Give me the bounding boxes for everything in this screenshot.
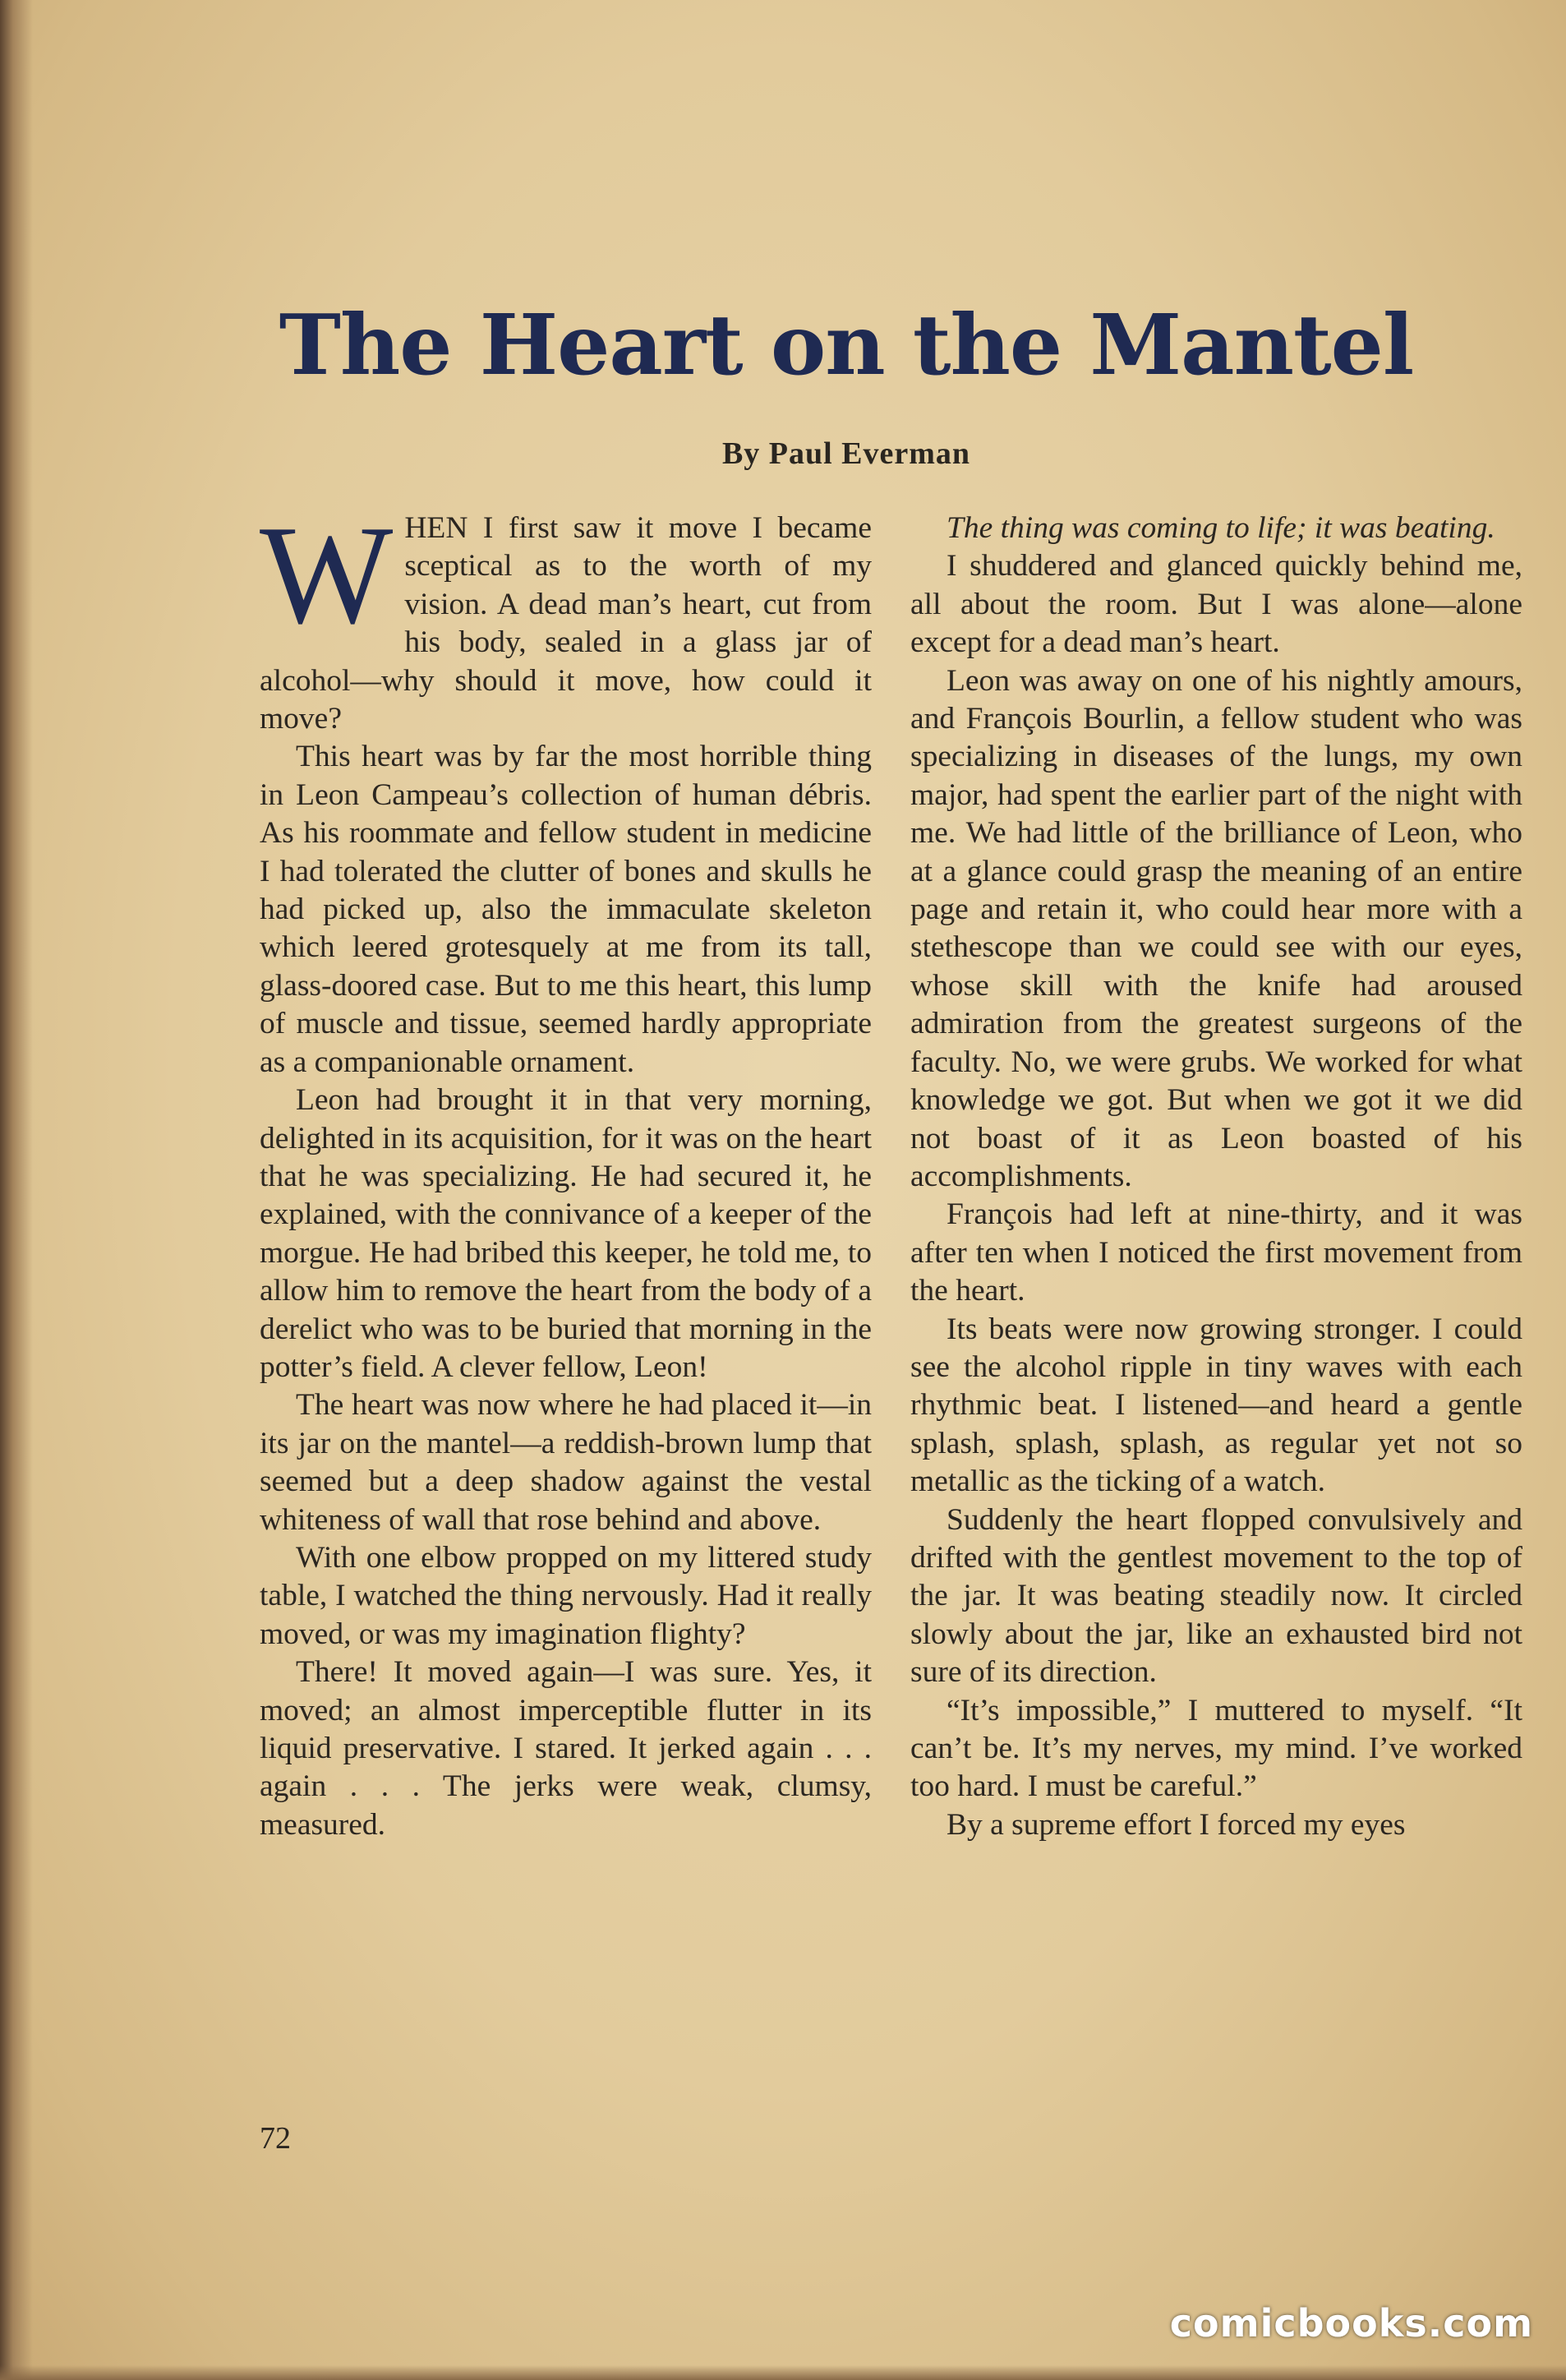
- page-bottom-edge: [0, 2365, 1566, 2380]
- paragraph-11: Suddenly the heart flopped convulsively and drifted with the gentlest movement to the top of the jar. It was beating steadily now. It circled slowly about the jar, like an exhausted bird not sure of its direction.: [910, 1502, 1522, 1690]
- paragraph-1: [260, 497, 872, 738]
- story-title: The Heart on the Mantel: [279, 296, 1414, 394]
- paragraph-8: Leon was away on one of his nightly amours, and François Bourlin, a fellow student who was specializing in diseases of the lungs, my own major, had spent the earlier part of the night with me. We had little of the brilliance of Leon, who at a glance could grasp the meaning of an entire page and retain it, who could hear more with a stethescope than we could see with our eyes, whose skill with the knife had aroused admiration from the greatest surgeons of the faculty. No, we were grubs. We worked for what knowledge we got. But when we got it we did not boast of it as Leon boasted of his accomplishments.: [910, 663, 1522, 1193]
- paragraph-2: This heart was by far the most horrible thing in Leon Campeau’s collection of human débris. As his roommate and fellow student in medicine I had tolerated the clutter of bones and skulls he had picked up, also the immaculate skeleton which leered grotesquely at me from its tall, glass-doored case. But to me this heart, this lump of muscle and tissue, seemed hardly appropriate as a companionable ornament.: [260, 740, 872, 1079]
- paragraph-9: François had left at nine-thirty, and it was after ten when I noticed the first movement from the heart.: [910, 1197, 1522, 1308]
- paragraph-10: Its beats were now growing stronger. I could see the alcohol ripple in tiny waves with each rhythmic beat. I listened—and heard a gentle splash, splash, splash, as regular yet not so metallic as the ticking of a watch.: [910, 1312, 1522, 1499]
- drop-cap: W: [260, 497, 394, 653]
- paragraph-1-text: HEN I first saw it move I became sceptical as to the worth of my vision. A dead man’s heart, cut from his body, sealed in a glass jar of alcohol—why should it move, how could it move?: [260, 511, 872, 736]
- paragraph-6: There! It moved again—I was sure. Yes, it moved; an almost imperceptible flutter in its liquid preservative. I stared. It jerked again . . . again . . . The jerks were weak, clumsy, measured.: [260, 1655, 872, 1842]
- paragraph-5: With one elbow propped on my littered study table, I watched the thing nervously. Had it really moved, or was my imagination flighty?: [260, 1540, 872, 1651]
- paragraph-7: I shuddered and glanced quickly behind me, all about the room. But I was alone—alone except for a dead man’s heart.: [910, 549, 1522, 660]
- left-column: [260, 497, 872, 1844]
- site-watermark: comicbooks.com: [1169, 2301, 1533, 2345]
- page-number: 72: [260, 2121, 291, 2156]
- paragraph-4: The heart was now where he had placed it—in its jar on the mantel—a reddish-brown lump that seemed but a deep shadow against the vestal whiteness of wall that rose behind and above.: [260, 1388, 872, 1537]
- paragraph-italic-continuation: The thing was coming to life; it was beating.: [947, 511, 1495, 545]
- paragraph-12: “It’s impossible,” I muttered to myself. “It can’t be. It’s my nerves, my mind. I’ve worked too hard. I must be careful.”: [910, 1693, 1522, 1804]
- right-column: [910, 510, 1522, 1844]
- spine-shadow: [0, 0, 33, 2380]
- paragraph-13: By a supreme effort I forced my eyes: [947, 1807, 1406, 1842]
- paragraph-3: Leon had brought it in that very morning, delighted in its acquisition, for it was on the heart that he was specializing. He had secured it, he explained, with the connivance of a keeper of the morgue. He had bribed this keeper, he told me, to allow him to remove the heart from the body of a derelict who was to be buried that morning in the potter’s field. A clever fellow, Leon!: [260, 1083, 872, 1384]
- story-byline: By Paul Everman: [721, 436, 971, 471]
